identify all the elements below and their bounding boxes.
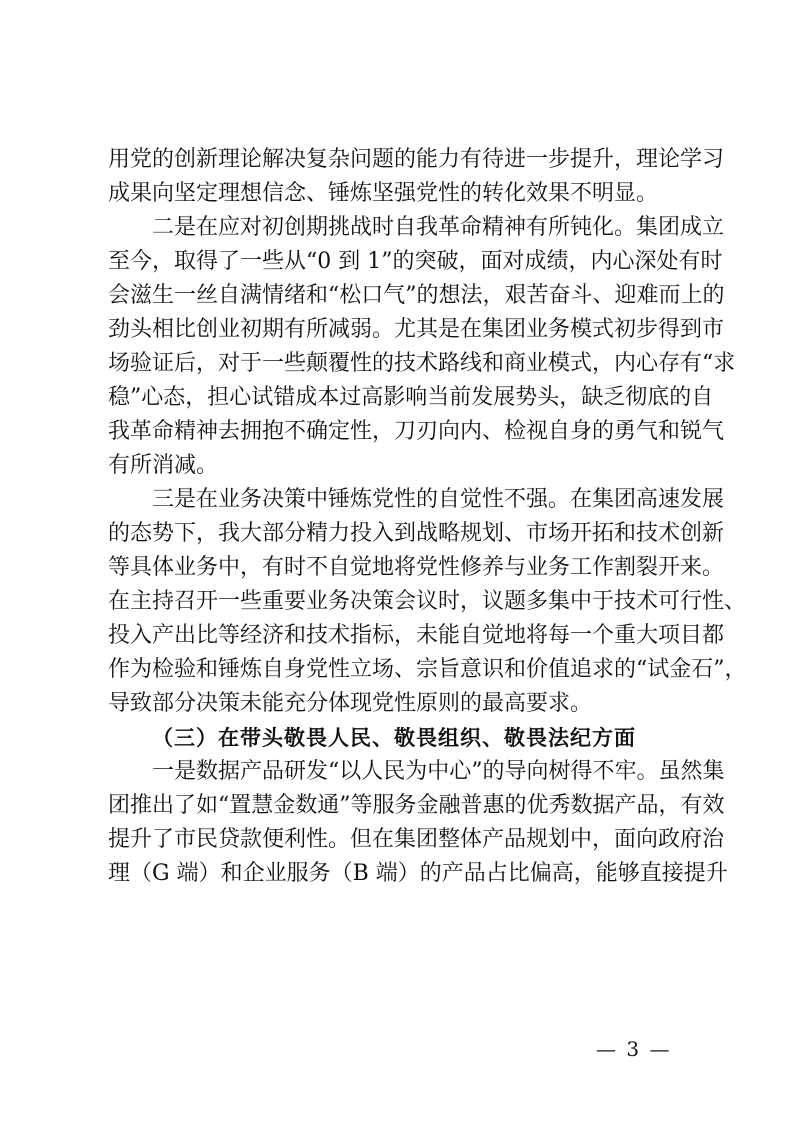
text-line: 稳”心态，担心试错成本过高影响当前发展势头，缺乏彻底的自: [108, 385, 714, 410]
document-body: [108, 143, 747, 891]
text-line: 会滋生一丝自满情绪和“松口气”的想法，艰苦奋斗、迎难而上的: [108, 283, 725, 308]
text-line: 作为检验和锤炼自身党性立场、宗旨意识和价值追求的“试金石”，: [108, 657, 747, 682]
paragraph-start-line: 三是在业务决策中锤炼党性的自觉性不强。在集团高速发展: [152, 487, 725, 512]
text-line: 团推出了如“置慧金数通”等服务金融普惠的优秀数据产品，有效: [108, 793, 725, 818]
paragraph-start-line: 一是数据产品研发“以人民为中心”的导向树得不牢。虽然集: [152, 759, 725, 784]
text-line: 导致部分决策未能充分体现党性原则的最高要求。: [108, 691, 593, 716]
text-line: 场验证后，对于一些颠覆性的技术路线和商业模式，内心存有“求: [108, 351, 736, 376]
page-number: — 3 —: [596, 1037, 672, 1061]
text-line: 有所消减。: [108, 453, 219, 478]
text-line: 用党的创新理论解决复杂问题的能力有待进一步提升，理论学习: [108, 147, 725, 172]
text-line: 的态势下，我大部分精力投入到战略规划、市场开拓和技术创新: [108, 521, 725, 546]
text-line: 至今，取得了一些从“0 到 1”的突破，面对成绩，内心深处有时: [108, 249, 723, 274]
text-line: 劲头相比创业初期有所减弱。尤其是在集团业务模式初步得到市: [108, 317, 725, 342]
text-line: 理（G 端）和企业服务（B 端）的产品占比偏高，能够直接提升: [108, 861, 728, 886]
text-line: 在主持召开一些重要业务决策会议时，议题多集中于技术可行性、: [108, 589, 747, 614]
text-line: 提升了市民贷款便利性。但在集团整体产品规划中，面向政府治: [108, 827, 725, 852]
text-line: 投入产出比等经济和技术指标，未能自觉地将每一个重大项目都: [108, 623, 725, 648]
section-heading: （三）在带头敬畏人民、敬畏组织、敬畏法纪方面: [152, 725, 636, 750]
paragraph-start-line: 二是在应对初创期挑战时自我革命精神有所钝化。集团成立: [152, 215, 725, 240]
text-line: 我革命精神去拥抱不确定性，刀刃向内、检视自身的勇气和锐气: [108, 419, 725, 444]
text-line: 等具体业务中，有时不自觉地将党性修养与业务工作割裂开来。: [108, 555, 725, 580]
text-line: 成果向坚定理想信念、锤炼坚强党性的转化效果不明显。: [108, 181, 659, 206]
